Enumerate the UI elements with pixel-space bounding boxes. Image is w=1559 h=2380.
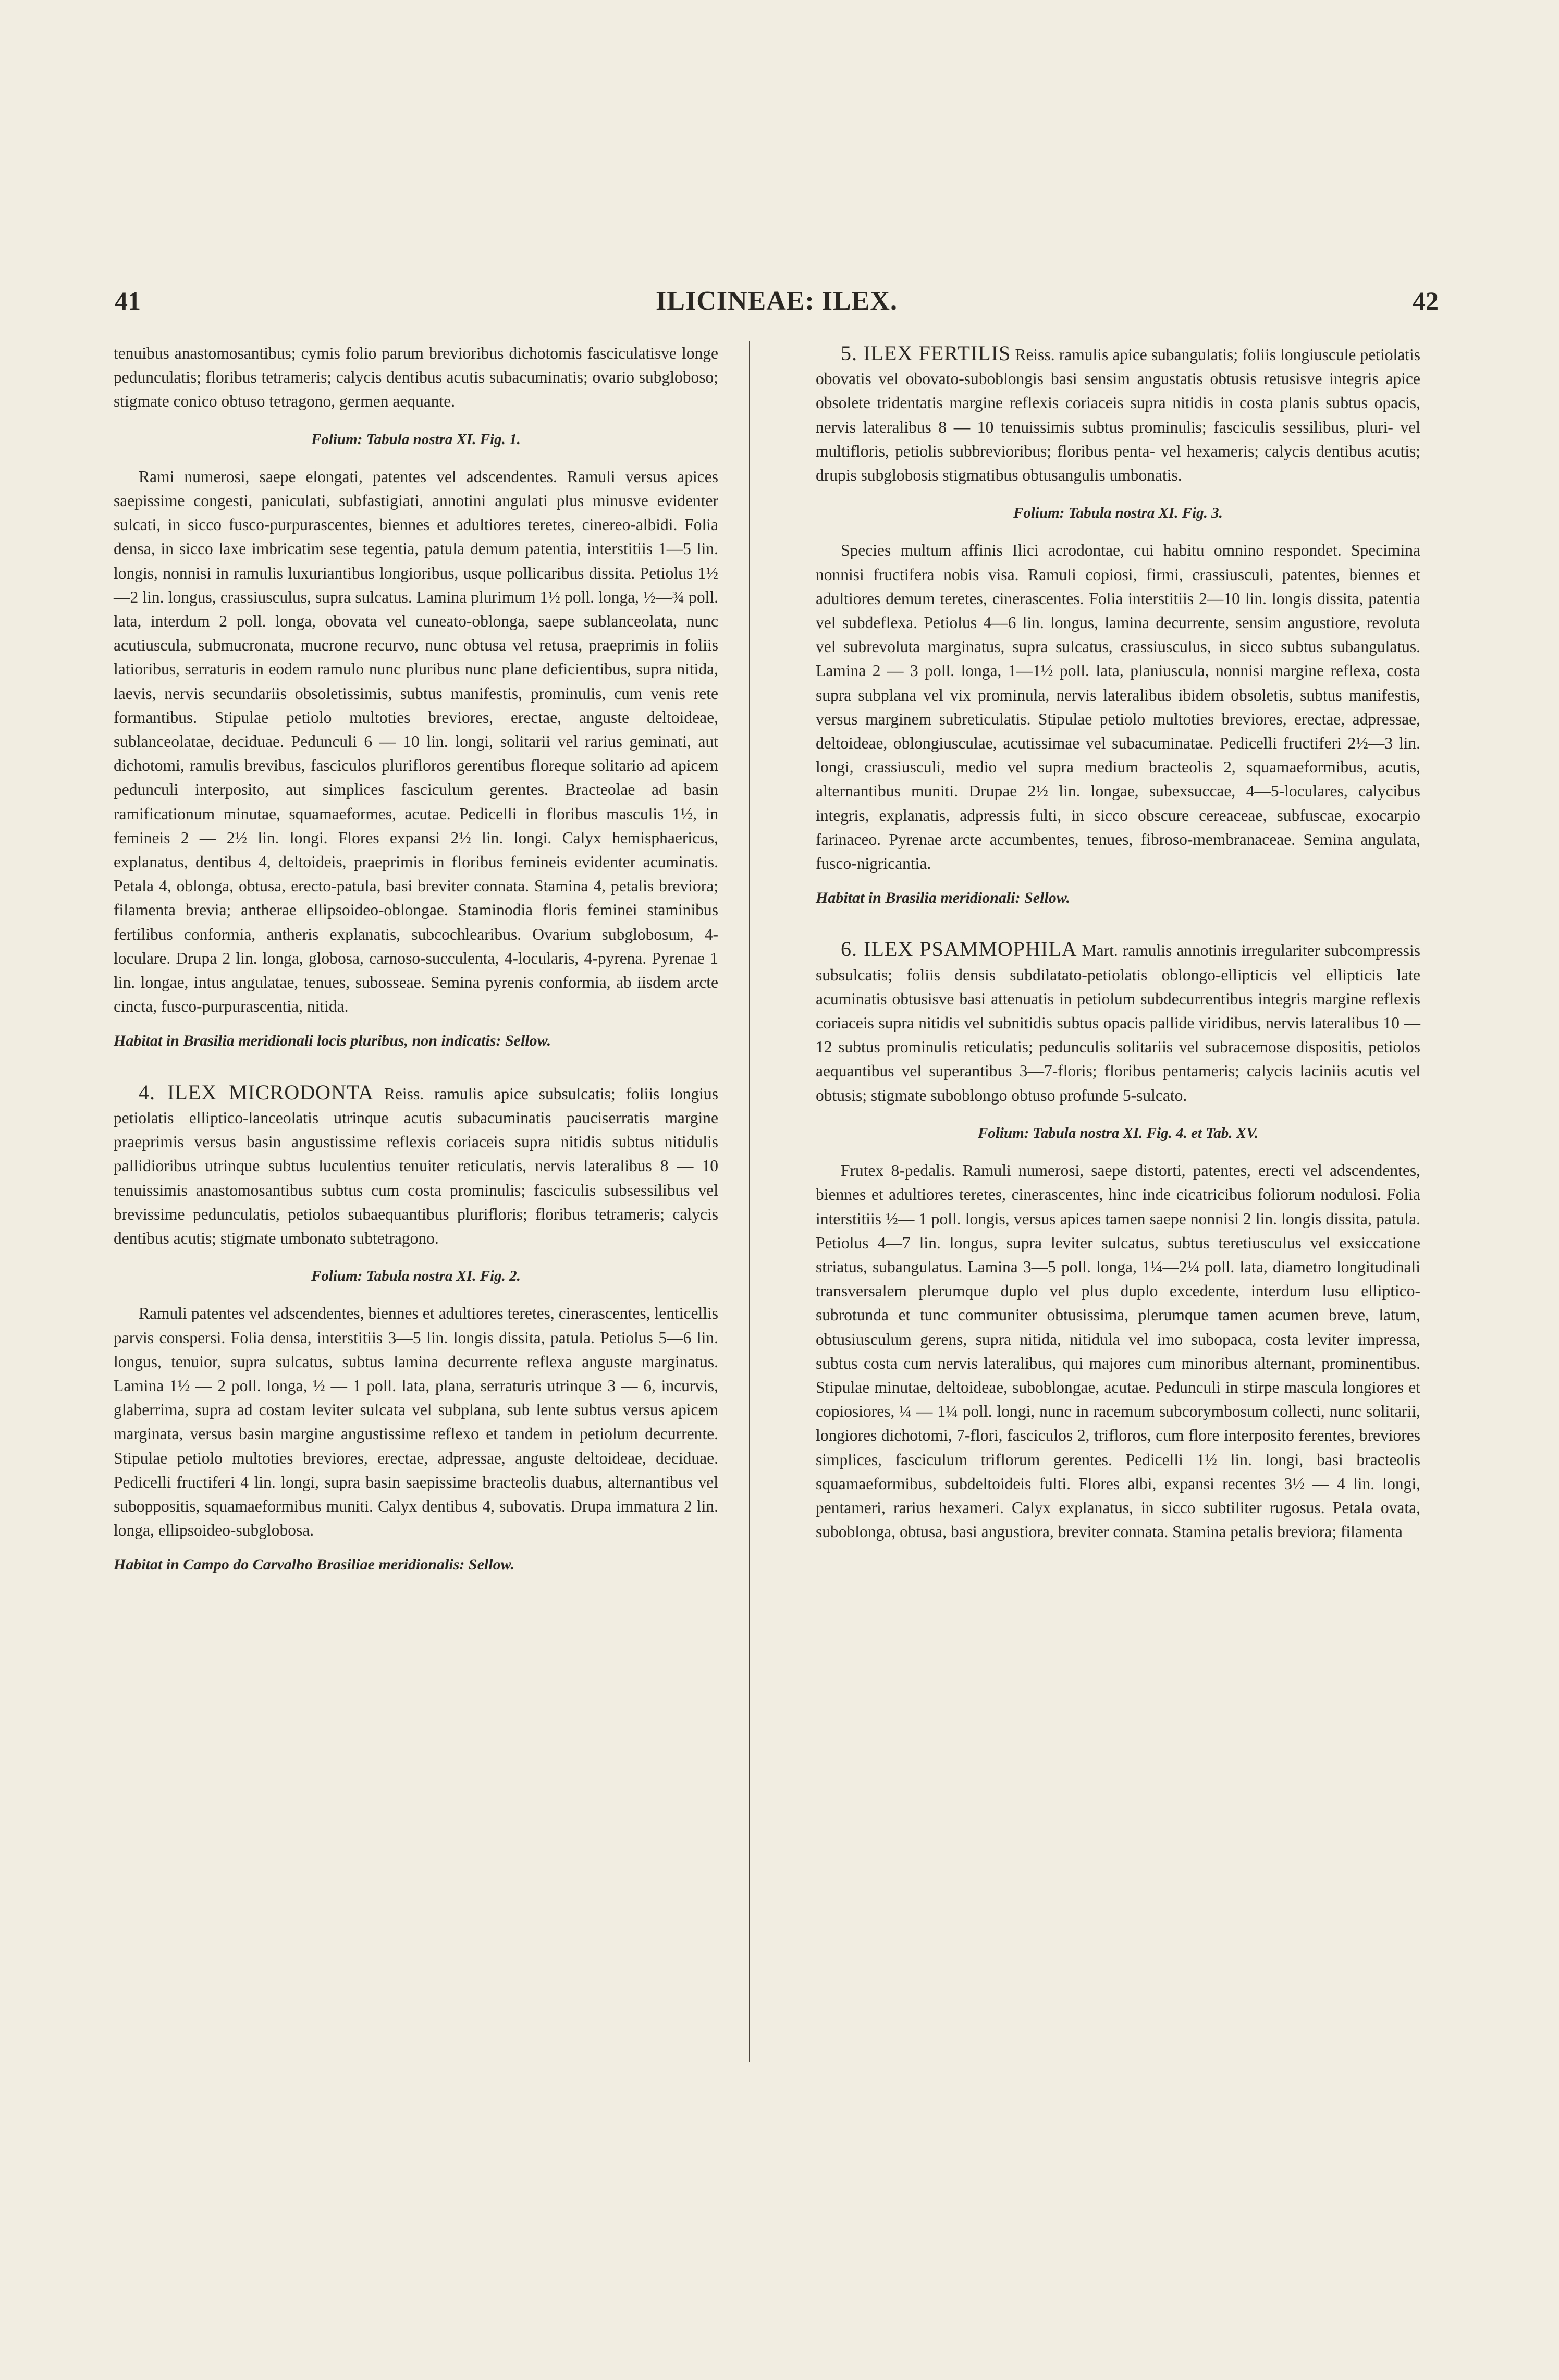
- species-name: 4. ILEX MICRODONTA: [139, 1080, 374, 1104]
- figure-caption: Folium: Tabula nostra XI. Fig. 3.: [1013, 505, 1223, 522]
- figure-caption: Folium: Tabula nostra XI. Fig. 1.: [311, 431, 521, 448]
- habitat-note: Habitat in Campo do Carvalho Brasiliae meridionalis: Sellow.: [114, 1556, 514, 1574]
- paragraph-description: Rami numerosi, saepe elongati, patentes vel adscendentes. Ramuli versus apices saepissime congesti, paniculati, subfastigiati, annotini angulati plus minusve evidenter sulcati, in sicco fusco-purpurascentes, biennes et adultiores teretes, cinereo-albidi. Folia densa, in sicco laxe imbricatim sese tegentia, patula demum patentia, interstitiis 1—5 lin. longis, nonnisi in ramulis luxuriantibus longioribus, usque pollicaribus dissita. Petiolus 1½—2 lin. longus, crassiusculus, supra sulcatus. Lamina plurimum 1½ poll. longa, ½—¾ poll. lata, interdum 2 poll. longa, obovata vel cuneato-oblonga, saepe sublanceolata, nunc acutiuscula, submucronata, mucrone recurvo, nunc obtusa vel retusa, praeprimis in foliis latioribus, serraturis in eodem ramulo nunc pluribus nunc plane deficientibus, supra nitida, laevis, nervis secundariis obsoletissimis, subtus manifestis, prominulis, cum venis rete formantibus. Stipulae petiolo multoties breviores, erectae, anguste deltoideae, sublanceolatae, deciduae. Pedunculi 6 — 10 lin. longi, solitarii vel rarius geminati, aut dichotomi, ramulis brevibus, fasciculos plurifloros gerentibus floreque solitario ad apicem pedunculi interposito, aut simplices fasciculum gerentes. Bracteolae ad basin ramificationum minutae, squamaeformes, acutae. Pedicelli in floribus masculis 1½, in femineis 2 — 2½ lin. longi. Flores expansi 2½ lin. longi. Calyx hemisphaericus, explanatus, dentibus 4, deltoideis, praeprimis in floribus femineis evidenter acuminatis. Petala 4, oblonga, obtusa, erecto-patula, basi breviter connata. Stamina 4, petalis breviora; filamenta brevia; antherae ellipsoideo-oblongae. Staminodia floris feminei staminibus fertilibus conformia, antheris explanatis, subcochlearibus. Ovarium subglobosum, 4-loculare. Drupa 2 lin. longa, globosa, carnoso-succulenta, 4-locularis, 4-pyrena. Pyrenae 1 lin. longae, intus angulatae, tenues, subosseae. Semina pyrenis conformia, ab iisdem arcte cincta, fusco-purpurascentia, nitida.: [114, 467, 718, 1016]
- paragraph-description: Species multum affinis Ilici acrodontae, cui habitu omnino respondet. Specimina nonnisi fructifera nobis visa. Ramuli copiosi, firmi, crassiusculi, patentes, biennes et adultiores demum teretes, cinerascentes. Folia interstitiis 2—10 lin. longis dissita, patentia vel subdeflexa. Petiolus 4—6 lin. longus, lamina decurrente, sensim angustiore, revoluta vel subrevoluta marginatus, supra sulcatus, crassiusculus, in sicco subtus subangulatus. Lamina 2 — 3 poll. longa, 1—1½ poll. lata, planiuscula, nonnisi margine reflexa, costa supra subplana vel vix prominula, nervis lateralibus ibidem obsoletis, subtus manifestis, versus marginem subreticulatis. Stipulae petiolo multoties breviores, erectae, adpressae, deltoideae, oblongiusculae, acutissimae vel subacuminatae. Pedicelli fructiferi 2½—3 lin. longi, crassiusculi, medio vel supra medium bracteolis 2, squamaeformibus, acutis, alternantibus muniti. Drupae 2½ lin. longae, subexsuccae, 4—5-loculares, calycibus integris, explanatis, adpressis fulti, in sicco obscure cereaceae, subfuscae, exocarpio farinaceo. Pyrenae arcte accumbentes, tenues, fibroso-membranaceae. Semina angulata, fusco-nigricantia.: [816, 541, 1420, 873]
- habitat-note: Habitat in Brasilia meridionali: Sellow.: [816, 889, 1071, 907]
- species-entry: [816, 341, 1420, 487]
- species-name: 6. ILEX PSAMMOPHILA: [841, 937, 1077, 961]
- page-number-left: 41: [115, 286, 141, 315]
- species-entry: [816, 937, 1420, 1107]
- species-entry: [114, 1081, 718, 1250]
- figure-caption: Folium: Tabula nostra XI. Fig. 2.: [311, 1268, 521, 1285]
- page-header: [115, 286, 1439, 327]
- paragraph-description: Frutex 8-pedalis. Ramuli numerosi, saepe distorti, patentes, erecti vel adscendentes, biennes et adultiores teretes, cinerascentes, hinc inde cicatricibus foliorum nodulosi. Folia interstitiis ½— 1 poll. longis, versus apices tamen saepe nonnisi 2 lin. longis dissita, patula. Petiolus 4—7 lin. longus, supra leviter sulcatus, subtus teretiusculus vel exsiccatione striatus, subangulatus. Lamina 3—5 poll. longa, 1¼—2¼ poll. lata, diametro longitudinali transversalem plerumque duplo vel plus duplo excedente, interdum lusu elliptico-subrotunda et tunc communiter obtusissima, plerumque tamen acumen breve, latum, obtusiusculum gerens, supra nitida, nitidula vel imo subopaca, costa leviter impressa, subtus costa cum nervis lateralibus, qui majores cum minoribus alternant, prominentibus. Stipulae minutae, deltoideae, suboblongae, acutae. Pedunculi in stirpe mascula longiores et copiosiores, ¼ — 1¼ poll. longi, nunc in racemum subcorymbosum collecti, nunc solitarii, longiores dichotomi, 7-flori, fasciculos 2, trifloros, cum flore interposito ferentes, breviores simplices, fasciculum triflorum gerentes. Pedicelli 1½ lin. longi, basi bracteolis squamaeformibus, subdeltoideis fulti. Flores albi, expansi recentes 3½ — 4 lin. longi, pentameri, rarius hexameri. Calyx explanatus, in sicco subtiliter rugosus. Petala ovata, suboblonga, obtusa, basi angustiora, breviter connata. Stamina petalis breviora; filamenta: [816, 1161, 1420, 1541]
- page-number-right: 42: [1413, 286, 1439, 315]
- right-column: [816, 341, 1420, 1544]
- paragraph-description: Ramuli patentes vel adscendentes, biennes et adultiores teretes, cinerascentes, lenticellis parvis conspersi. Folia densa, interstitiis 3—5 lin. longis dissita, patula. Petiolus 5—6 lin. longus, tenuior, supra sulcatus, subtus lamina decurrente reflexa anguste marginatus. Lamina 1½ — 2 poll. longa, ½ — 1 poll. lata, plana, serraturis utrinque 3 — 6, incurvis, glaberrima, supra ad costam leviter sulcata vel subplana, sub lente subtus versus apicem marginata, versus basin margine angustissime reflexo et tandem in petiolum decurrente. Stipulae petiolo multoties breviores, erectae, adpressae, anguste deltoideae, deciduae. Pedicelli fructiferi 4 lin. longi, supra basin saepissime bracteolis duabus, alternantibus vel suboppositis, squamaeformibus muniti. Calyx dentibus 4, subovatis. Drupa immatura 2 lin. longa, ellipsoideo-subglobosa.: [114, 1304, 718, 1540]
- paragraph-diagnosis-continued: tenuibus anastomosantibus; cymis folio parum brevioribus dichotomis fasciculatisve longe pedunculatis; floribus tetrameris; calycis dentibus acutis subacuminatis; ovario subgloboso; stigmate conico obtuso tetragono, germen aequante.: [114, 344, 718, 411]
- species-name: 5. ILEX FERTILIS: [841, 341, 1011, 365]
- left-column: [114, 341, 718, 1577]
- species-author: Reiss.: [384, 1084, 424, 1103]
- running-title: ILICINEAE: ILEX.: [656, 286, 898, 316]
- figure-caption: Folium: Tabula nostra XI. Fig. 4. et Tab. XV.: [977, 1124, 1258, 1142]
- species-diagnosis: ramulis apice subangulatis; foliis longiuscule petiolatis obovatis vel obovato-suboblongis basi sensim angustatis obtusis retusisve integris apice obsolete tridentatis margine reflexis coriaceis supra nitidis in costa planis subtus opacis, nervis lateralibus 8 — 10 tenuissimis subtus prominulis; fasciculis sessilibus, pluri- vel multifloris, petiolis subbrevioribus; floribus penta- vel hexameris; calycis dentibus acutis; drupis subglobosis stigmatibus obtusangulis umbonatis.: [816, 346, 1420, 485]
- habitat-note: Habitat in Brasilia meridionali locis pluribus, non indicatis: Sellow.: [114, 1032, 551, 1050]
- species-author: Mart.: [1082, 941, 1118, 960]
- species-diagnosis: ramulis apice subsulcatis; foliis longius petiolatis elliptico-lanceolatis utrinque acutis subacuminatis pauciserratis margine praeprimis versus basin angustissime reflexis coriaceis supra nitidis subtus nitidulis pallidioribus utrinque subtus luculentius tenuiter reticulatis, nervis lateralibus 8 — 10 tenuissimis anastomosantibus subtus cum costa prominulis; fasciculis subsessilibus vel brevissime pedunculatis, petiolos subaequantibus plurifloris; floribus tetrameris; calycis dentibus acutis; stigmate umbonato subtetragono.: [114, 1084, 719, 1247]
- column-divider: [748, 341, 750, 2062]
- species-author: Reiss.: [1015, 346, 1055, 364]
- species-diagnosis: ramulis annotinis irregulariter subcompressis subsulcatis; foliis densis subdilatato-petiolatis oblongo-ellipticis vel ellipticis late acuminatis obtusisve basi attenuatis in petiolum subdecurrentibus integris margine reflexis coriaceis supra nitidis vel subnitidis subtus opacis pallide viridibus, nervis lateralibus 10 — 12 subtus prominulis reticulatis; pedunculis solitariis vel subracemose dispositis, petiolos aequantibus vel superantibus 3—7-floris; floribus pentameris; calycis laciniis acutis vel obtusis; stigmate suboblongo obtuso profunde 5-sulcato.: [816, 941, 1421, 1105]
